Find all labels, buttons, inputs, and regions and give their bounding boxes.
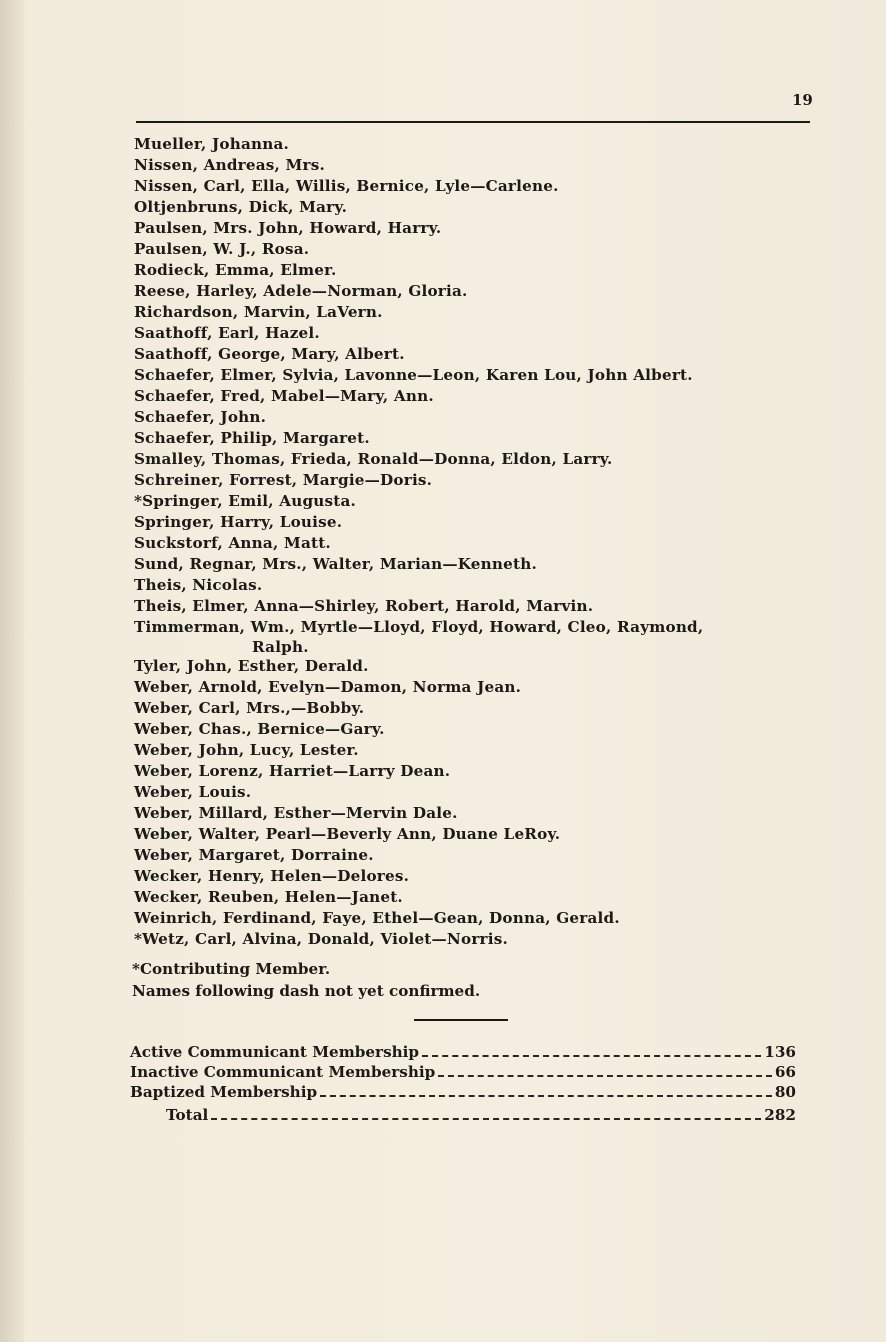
contributing-member-note: *Contributing Member.: [132, 960, 331, 978]
member-entry: Weber, John, Lucy, Lester.: [134, 741, 359, 759]
member-entry: Wecker, Henry, Helen—Delores.: [134, 867, 410, 885]
header-rule: [136, 121, 810, 123]
member-entry: Reese, Harley, Adele—Norman, Gloria.: [134, 282, 468, 300]
dash-note: Names following dash not yet confirmed.: [132, 982, 481, 1000]
stat-row-baptized: [130, 1082, 796, 1102]
stat-value: 136: [764, 1043, 796, 1061]
member-entry: Weber, Chas., Bernice—Gary.: [134, 720, 385, 738]
member-entry: Mueller, Johanna.: [134, 135, 289, 153]
stat-label: Active Communicant Membership: [130, 1043, 420, 1061]
member-entry: Suckstorf, Anna, Matt.: [134, 534, 331, 552]
dot-leader: [422, 1043, 761, 1057]
total-value: 282: [764, 1106, 796, 1124]
member-entry-continuation: Ralph.: [252, 638, 309, 656]
member-entry: Weber, Millard, Esther—Mervin Dale.: [134, 804, 458, 822]
member-entry: *Wetz, Carl, Alvina, Donald, Violet—Norris.: [134, 930, 508, 948]
member-entry: Theis, Nicolas.: [134, 576, 263, 594]
member-entry: Tyler, John, Esther, Derald.: [134, 657, 369, 675]
member-entry: Sund, Regnar, Mrs., Walter, Marian—Kenneth.: [134, 555, 537, 573]
member-entry: Schaefer, Elmer, Sylvia, Lavonne—Leon, Karen Lou, John Albert.: [134, 366, 693, 384]
member-entry: Weber, Lorenz, Harriet—Larry Dean.: [134, 762, 451, 780]
member-entry: Weber, Arnold, Evelyn—Damon, Norma Jean.: [134, 678, 522, 696]
member-entry: Weinrich, Ferdinand, Faye, Ethel—Gean, Donna, Gerald.: [134, 909, 620, 927]
stat-value: 80: [774, 1083, 796, 1101]
stat-row-active: [130, 1042, 796, 1062]
page-number: 19: [792, 91, 813, 109]
member-entry: Theis, Elmer, Anna—Shirley, Robert, Harold, Marvin.: [134, 597, 594, 615]
page-spine: [0, 0, 24, 1342]
member-entry: Schaefer, Philip, Margaret.: [134, 429, 370, 447]
member-entry: Richardson, Marvin, LaVern.: [134, 303, 383, 321]
total-label: Total: [166, 1106, 209, 1124]
member-entry-multiline: [134, 617, 794, 656]
member-list: [134, 134, 794, 950]
member-entry: *Springer, Emil, Augusta.: [134, 492, 357, 510]
member-entry: Springer, Harry, Louise.: [134, 513, 343, 531]
member-entry: Weber, Carl, Mrs.,—Bobby.: [134, 699, 365, 717]
stat-value: 66: [774, 1063, 796, 1081]
member-entry: Schaefer, John.: [134, 408, 267, 426]
stat-row-inactive: [130, 1062, 796, 1082]
member-entry: Smalley, Thomas, Frieda, Ronald—Donna, Eldon, Larry.: [134, 450, 613, 468]
member-entry: Wecker, Reuben, Helen—Janet.: [134, 888, 403, 906]
member-entry: Saathoff, Earl, Hazel.: [134, 324, 320, 342]
member-entry: Rodieck, Emma, Elmer.: [134, 261, 337, 279]
member-entry: Saathoff, George, Mary, Albert.: [134, 345, 405, 363]
stat-row-total: [130, 1105, 796, 1125]
member-entry: Weber, Margaret, Dorraine.: [134, 846, 374, 864]
member-entry: Weber, Louis.: [134, 783, 252, 801]
member-entry: Schaefer, Fred, Mabel—Mary, Ann.: [134, 387, 434, 405]
member-entry: Nissen, Carl, Ella, Willis, Bernice, Lyle—Carlene.: [134, 177, 559, 195]
dot-leader: [320, 1083, 772, 1097]
membership-summary: [130, 1042, 796, 1125]
member-entry: Paulsen, W. J., Rosa.: [134, 240, 310, 258]
section-divider: [414, 1019, 508, 1021]
stat-label: Inactive Communicant Membership: [130, 1063, 436, 1081]
member-entry-line: Timmerman, Wm., Myrtle—Lloyd, Floyd, Howard, Cleo, Raymond,: [134, 618, 704, 636]
member-entry: Paulsen, Mrs. John, Howard, Harry.: [134, 219, 442, 237]
member-entry: Nissen, Andreas, Mrs.: [134, 156, 325, 174]
member-entry: Oltjenbruns, Dick, Mary.: [134, 198, 348, 216]
member-entry: Schreiner, Forrest, Margie—Doris.: [134, 471, 433, 489]
stat-label: Baptized Membership: [130, 1083, 318, 1101]
dot-leader: [438, 1063, 772, 1077]
dot-leader: [211, 1106, 761, 1120]
member-entry: Weber, Walter, Pearl—Beverly Ann, Duane LeRoy.: [134, 825, 561, 843]
footnotes: [132, 958, 732, 1002]
